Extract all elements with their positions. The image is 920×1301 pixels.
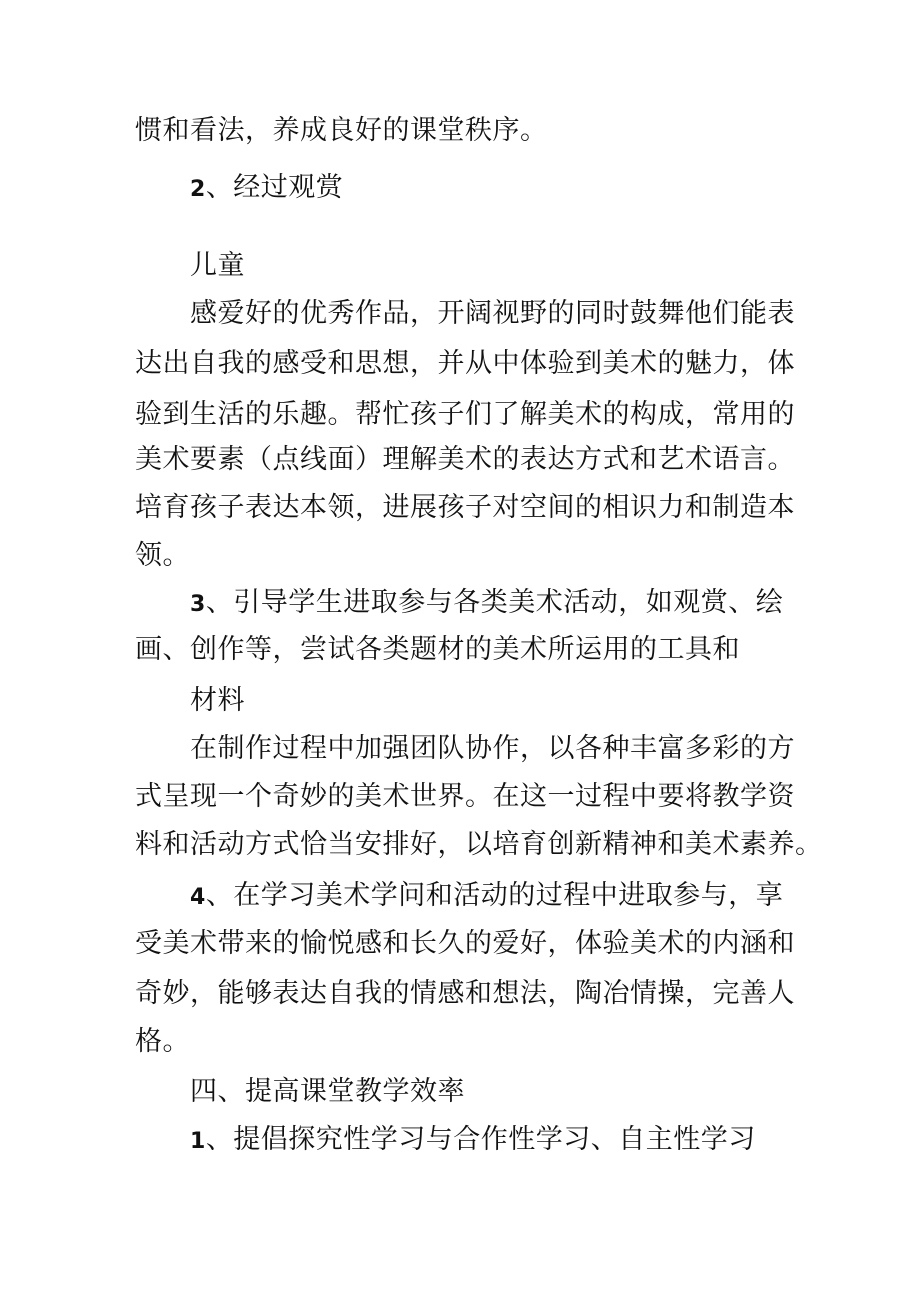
- list-item-2: 2、经过观赏: [190, 172, 344, 203]
- list-item-4: 4、在学习美术学问和活动的过程中进取参与，享: [190, 880, 784, 911]
- section-heading: 四、提高课堂教学效率: [190, 1076, 465, 1107]
- list-item-3: 3、引导学生进取参与各类美术活动，如观赏、绘: [190, 587, 784, 618]
- text-line: 培育孩子表达本领，进展孩子对空间的相识力和制造本: [135, 492, 795, 523]
- text-line: 惯和看法，养成良好的课堂秩序。: [135, 115, 548, 146]
- list-item-1: 1、提倡探究性学习与合作性学习、自主性学习: [190, 1124, 756, 1155]
- text-line: 达出自我的感受和思想，并从中体验到美术的魅力，体: [135, 348, 795, 379]
- item-number: 4: [190, 885, 206, 910]
- item-number: 2: [190, 177, 206, 202]
- item-number: 3: [190, 592, 206, 617]
- text-line: 验到生活的乐趣。帮忙孩子们了解美术的构成，常用的: [135, 399, 795, 430]
- text-line: 奇妙，能够表达自我的情感和想法，陶冶情操，完善人: [135, 978, 795, 1009]
- text-line: 感爱好的优秀作品，开阔视野的同时鼓舞他们能表: [190, 298, 795, 329]
- text-line: 格。: [135, 1026, 190, 1057]
- text-line: 料和活动方式恰当安排好，以培育创新精神和美术素养。: [135, 829, 823, 860]
- text-line: 美术要素（点线面）理解美术的表达方式和艺术语言。: [135, 444, 795, 475]
- text-line: 材料: [190, 685, 245, 716]
- text-line: 在制作过程中加强团队协作，以各种丰富多彩的方: [190, 733, 795, 764]
- text-line: 领。: [135, 540, 190, 571]
- text-line: 儿童: [190, 250, 245, 281]
- text-line: 受美术带来的愉悦感和长久的爱好，体验美术的内涵和: [135, 928, 795, 959]
- text-line: 画、创作等，尝试各类题材的美术所运用的工具和: [135, 634, 740, 665]
- item-number: 1: [190, 1129, 206, 1154]
- text-line: 式呈现一个奇妙的美术世界。在这一过程中要将教学资: [135, 781, 795, 812]
